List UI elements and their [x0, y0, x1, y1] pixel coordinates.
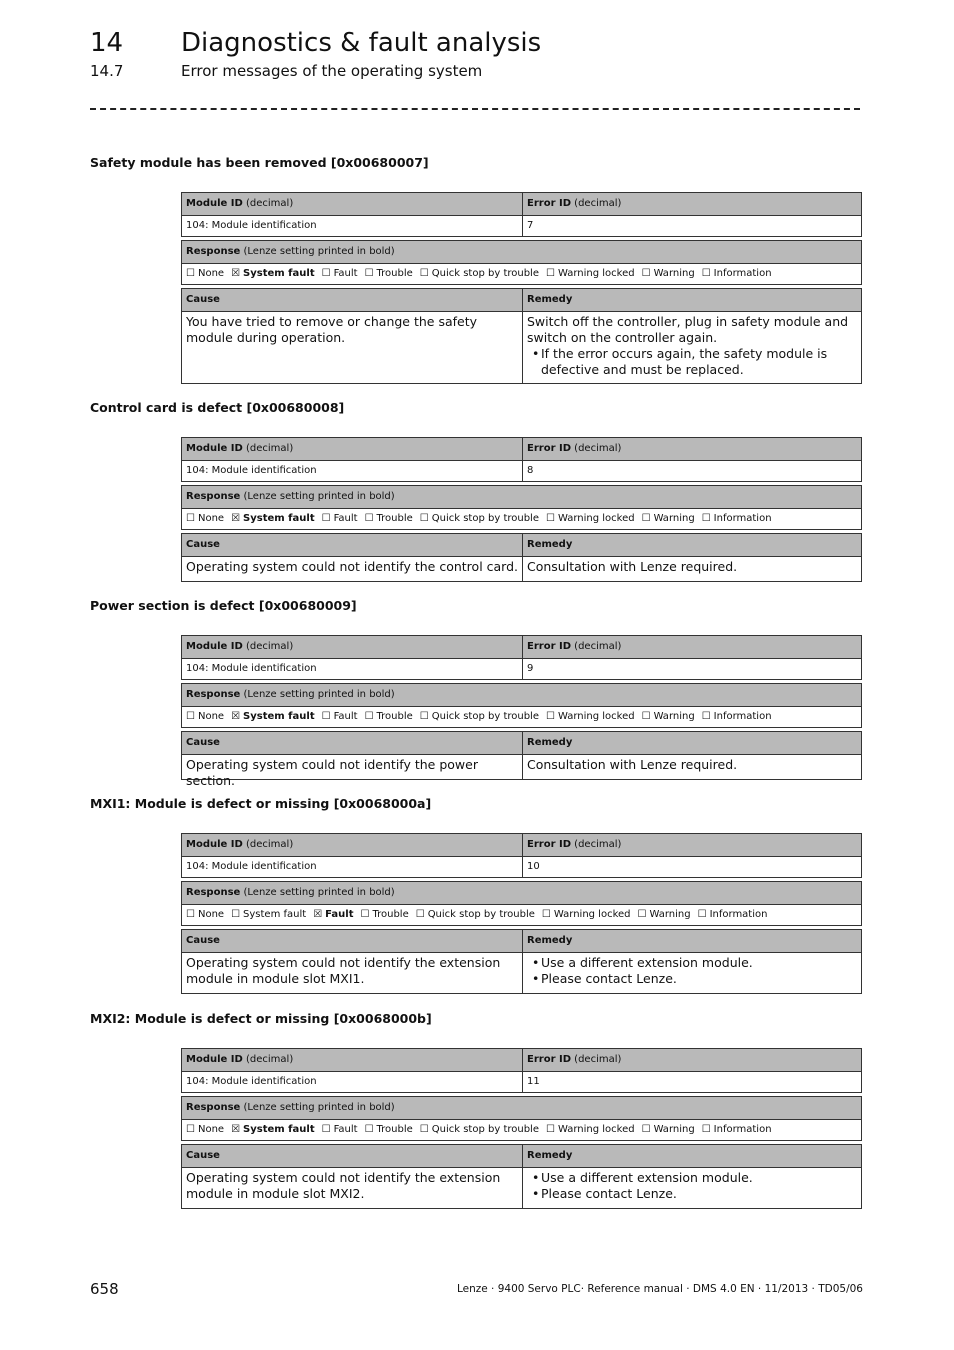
- cause-remedy-table: [181, 288, 862, 384]
- response-option-label: Warning locked: [557, 513, 635, 524]
- response-option-label: Fault: [325, 909, 354, 920]
- unchecked-box-icon: ☐: [637, 909, 647, 920]
- response-option-label: Information: [713, 711, 772, 722]
- remedy-header: Remedy: [527, 539, 573, 550]
- response-option-label: Quick stop by trouble: [431, 1124, 539, 1135]
- unchecked-box-icon: ☐: [364, 711, 374, 722]
- checked-box-icon: ☒: [231, 711, 241, 722]
- response-header: Response (Lenze setting printed in bold): [186, 887, 395, 898]
- response-option-label: Trouble: [376, 268, 413, 279]
- response-option: [642, 711, 695, 722]
- response-option-label: Information: [713, 513, 772, 524]
- response-option-label: Trouble: [376, 513, 413, 524]
- response-option-label: Information: [713, 268, 772, 279]
- response-option: [186, 513, 224, 524]
- response-option-label: Trouble: [376, 1124, 413, 1135]
- remedy-bullet: • Use a different extension module.: [541, 1170, 857, 1186]
- remedy-cell: [523, 557, 861, 581]
- error-title: MXI1: Module is defect or missing [0x0068000a]: [90, 796, 432, 811]
- response-option: [186, 1124, 224, 1135]
- response-option-label: Information: [713, 1124, 772, 1135]
- response-option-label: Quick stop by trouble: [427, 909, 535, 920]
- cause-text: Operating system could not identify the extension module in module slot MXI1.: [182, 953, 523, 993]
- id-table: [181, 635, 862, 680]
- response-option-label: Trouble: [372, 909, 409, 920]
- cause-remedy-table: [181, 1144, 862, 1209]
- response-option: [231, 268, 315, 279]
- response-option: [365, 513, 413, 524]
- error-id-header: Error ID (decimal): [527, 1054, 622, 1065]
- response-option-label: Quick stop by trouble: [431, 711, 539, 722]
- response-option: [365, 711, 413, 722]
- response-option-label: Fault: [333, 711, 358, 722]
- response-option-label: System fault: [243, 1124, 315, 1135]
- error-section: [90, 400, 864, 574]
- response-option: [546, 513, 635, 524]
- footer-doc-info: Lenze · 9400 Servo PLC· Reference manual · DMS 4.0 EN · 11/2013 · TD05/06: [456, 1283, 863, 1295]
- remedy-bullet: • If the error occurs again, the safety module is defective and must be replaced.: [541, 346, 857, 378]
- response-option: [420, 513, 539, 524]
- id-table: [181, 1048, 862, 1093]
- response-option-label: Quick stop by trouble: [431, 513, 539, 524]
- error-section: [90, 598, 864, 788]
- cause-text: Operating system could not identify the power section.: [182, 755, 523, 779]
- section-number: 14.7: [90, 62, 124, 80]
- response-option-label: System fault: [243, 909, 307, 920]
- response-option-label: None: [197, 513, 225, 524]
- unchecked-box-icon: ☐: [321, 1124, 331, 1135]
- response-option-label: Warning: [653, 513, 695, 524]
- unchecked-box-icon: ☐: [419, 513, 429, 524]
- response-options: [182, 1120, 861, 1140]
- response-option-label: Warning: [653, 1124, 695, 1135]
- unchecked-box-icon: ☐: [360, 909, 370, 920]
- module-id-header: Module ID (decimal): [182, 636, 523, 658]
- response-option: [186, 268, 224, 279]
- response-option-label: Fault: [333, 1124, 358, 1135]
- error-id-header: Error ID (decimal): [527, 641, 622, 652]
- remedy-header: Remedy: [527, 1150, 573, 1161]
- response-option: [322, 268, 358, 279]
- unchecked-box-icon: ☐: [186, 513, 195, 524]
- module-id-header: Module ID (decimal): [182, 438, 523, 460]
- unchecked-box-icon: ☐: [546, 513, 555, 524]
- response-option-label: System fault: [243, 513, 315, 524]
- response-option: [702, 711, 772, 722]
- response-option: [365, 268, 413, 279]
- error-id-value: 10: [527, 861, 540, 872]
- error-id-header: Error ID (decimal): [527, 443, 622, 454]
- response-option-label: Warning locked: [557, 1124, 635, 1135]
- unchecked-box-icon: ☐: [546, 1124, 555, 1135]
- remedy-bullet: • Please contact Lenze.: [541, 1186, 857, 1202]
- response-option: [186, 909, 224, 920]
- response-option-label: Quick stop by trouble: [431, 268, 539, 279]
- response-option: [322, 711, 358, 722]
- unchecked-box-icon: ☐: [415, 909, 425, 920]
- error-section: [90, 796, 864, 986]
- module-id-header: Module ID (decimal): [182, 834, 523, 856]
- response-table: [181, 683, 862, 728]
- response-header: Response (Lenze setting printed in bold): [186, 689, 395, 700]
- cause-text: You have tried to remove or change the safety module during operation.: [182, 312, 523, 383]
- response-header: Response (Lenze setting printed in bold): [186, 1102, 395, 1113]
- response-option-label: Warning locked: [557, 268, 635, 279]
- response-table: [181, 485, 862, 530]
- error-section: [90, 155, 864, 377]
- remedy-cell: [523, 1168, 861, 1208]
- cause-header: Cause: [182, 930, 523, 952]
- checked-box-icon: ☒: [313, 909, 323, 920]
- response-option: [702, 1124, 772, 1135]
- remedy-header: Remedy: [527, 737, 573, 748]
- cause-header: Cause: [182, 732, 523, 754]
- unchecked-box-icon: ☐: [641, 1124, 651, 1135]
- module-id-value: 104: Module identification: [182, 857, 523, 877]
- response-options: [182, 509, 861, 529]
- response-option-label: Warning: [653, 711, 695, 722]
- response-option: [416, 909, 535, 920]
- unchecked-box-icon: ☐: [186, 1124, 195, 1135]
- cause-header: Cause: [182, 1145, 523, 1167]
- id-table: [181, 437, 862, 482]
- id-table: [181, 192, 862, 237]
- response-option: [231, 1124, 315, 1135]
- response-option: [638, 909, 691, 920]
- response-table: [181, 1096, 862, 1141]
- remedy-cell: [523, 953, 861, 993]
- unchecked-box-icon: ☐: [364, 268, 374, 279]
- response-option: [546, 711, 635, 722]
- response-option-label: Fault: [333, 268, 358, 279]
- response-option: [546, 268, 635, 279]
- remedy-cell: [523, 312, 861, 383]
- error-section: [90, 1011, 864, 1201]
- response-option-label: Warning: [653, 268, 695, 279]
- response-option: [542, 909, 631, 920]
- remedy-text: Consultation with Lenze required.: [527, 559, 738, 574]
- chapter-title: Diagnostics & fault analysis: [181, 28, 542, 58]
- response-option: [231, 513, 315, 524]
- unchecked-box-icon: ☐: [419, 711, 429, 722]
- cause-header: Cause: [182, 289, 523, 311]
- response-table: [181, 881, 862, 926]
- module-id-value: 104: Module identification: [182, 216, 523, 236]
- response-option-label: Trouble: [376, 711, 413, 722]
- remedy-list: [527, 955, 857, 987]
- unchecked-box-icon: ☐: [641, 711, 651, 722]
- module-id-value: 104: Module identification: [182, 461, 523, 481]
- response-option: [186, 711, 224, 722]
- cause-text: Operating system could not identify the extension module in module slot MXI2.: [182, 1168, 523, 1208]
- response-option: [231, 909, 306, 920]
- id-table: [181, 833, 862, 878]
- response-option: [702, 268, 772, 279]
- unchecked-box-icon: ☐: [419, 268, 429, 279]
- unchecked-box-icon: ☐: [697, 909, 707, 920]
- unchecked-box-icon: ☐: [641, 513, 651, 524]
- error-id-header: Error ID (decimal): [527, 198, 622, 209]
- response-option: [642, 513, 695, 524]
- module-id-header: Module ID (decimal): [182, 193, 523, 215]
- response-option-label: Warning: [649, 909, 691, 920]
- response-options: [182, 905, 861, 925]
- unchecked-box-icon: ☐: [364, 513, 374, 524]
- remedy-text: Switch off the controller, plug in safety module and switch on the controller again.: [527, 314, 849, 345]
- error-id-value: 9: [527, 663, 534, 674]
- checked-box-icon: ☒: [231, 513, 241, 524]
- chapter-number: 14: [90, 28, 124, 58]
- error-id-header: Error ID (decimal): [527, 839, 622, 850]
- error-title: Power section is defect [0x00680009]: [90, 598, 357, 613]
- response-table: [181, 240, 862, 285]
- error-title: Control card is defect [0x00680008]: [90, 400, 345, 415]
- unchecked-box-icon: ☐: [364, 1124, 374, 1135]
- response-option: [642, 268, 695, 279]
- response-option: [698, 909, 768, 920]
- response-options: [182, 707, 861, 727]
- response-option: [365, 1124, 413, 1135]
- cause-header: Cause: [182, 534, 523, 556]
- module-id-value: 104: Module identification: [182, 659, 523, 679]
- unchecked-box-icon: ☐: [321, 513, 331, 524]
- response-option-label: None: [197, 268, 225, 279]
- response-option: [420, 268, 539, 279]
- remedy-bullet: • Please contact Lenze.: [541, 971, 857, 987]
- remedy-list: [527, 346, 857, 378]
- response-option: [546, 1124, 635, 1135]
- response-option: [360, 909, 408, 920]
- response-option-label: None: [197, 711, 225, 722]
- section-title: Error messages of the operating system: [181, 62, 483, 80]
- remedy-cell: [523, 755, 861, 779]
- checked-box-icon: ☒: [231, 268, 241, 279]
- response-option-label: System fault: [243, 268, 315, 279]
- response-header: Response (Lenze setting printed in bold): [186, 491, 395, 502]
- remedy-header: Remedy: [527, 935, 573, 946]
- module-id-header: Module ID (decimal): [182, 1049, 523, 1071]
- remedy-text: Consultation with Lenze required.: [527, 757, 738, 772]
- unchecked-box-icon: ☐: [701, 1124, 711, 1135]
- unchecked-box-icon: ☐: [641, 268, 651, 279]
- error-title: Safety module has been removed [0x00680007]: [90, 155, 429, 170]
- response-option: [702, 513, 772, 524]
- response-options: [182, 264, 861, 284]
- module-id-value: 104: Module identification: [182, 1072, 523, 1092]
- remedy-header: Remedy: [527, 294, 573, 305]
- response-option: [322, 513, 358, 524]
- response-option-label: Fault: [333, 513, 358, 524]
- unchecked-box-icon: ☐: [701, 268, 711, 279]
- unchecked-box-icon: ☐: [186, 268, 195, 279]
- unchecked-box-icon: ☐: [419, 1124, 429, 1135]
- error-id-value: 11: [527, 1076, 540, 1087]
- cause-text: Operating system could not identify the control card.: [182, 557, 523, 581]
- response-option: [642, 1124, 695, 1135]
- unchecked-box-icon: ☐: [541, 909, 551, 920]
- response-option: [420, 1124, 539, 1135]
- unchecked-box-icon: ☐: [546, 711, 555, 722]
- header-divider: [90, 108, 860, 110]
- response-option: [420, 711, 539, 722]
- cause-remedy-table: [181, 731, 862, 788]
- cause-remedy-table: [181, 929, 862, 994]
- response-option: [231, 711, 315, 722]
- response-option-label: Warning locked: [557, 711, 635, 722]
- response-header: Response (Lenze setting printed in bold): [186, 246, 395, 257]
- response-option-label: None: [197, 909, 225, 920]
- unchecked-box-icon: ☐: [231, 909, 241, 920]
- remedy-list: [527, 1170, 857, 1202]
- page-number: 658: [90, 1280, 119, 1298]
- response-option-label: Warning locked: [553, 909, 631, 920]
- response-option-label: None: [197, 1124, 225, 1135]
- unchecked-box-icon: ☐: [186, 909, 195, 920]
- response-option: [313, 909, 353, 920]
- unchecked-box-icon: ☐: [186, 711, 195, 722]
- unchecked-box-icon: ☐: [321, 711, 331, 722]
- error-id-value: 7: [527, 220, 534, 231]
- response-option-label: Information: [709, 909, 768, 920]
- response-option: [322, 1124, 358, 1135]
- unchecked-box-icon: ☐: [321, 268, 331, 279]
- remedy-bullet: • Use a different extension module.: [541, 955, 857, 971]
- error-id-value: 8: [527, 465, 534, 476]
- cause-remedy-table: [181, 533, 862, 582]
- unchecked-box-icon: ☐: [701, 711, 711, 722]
- error-title: MXI2: Module is defect or missing [0x0068000b]: [90, 1011, 432, 1026]
- unchecked-box-icon: ☐: [701, 513, 711, 524]
- unchecked-box-icon: ☐: [546, 268, 555, 279]
- response-option-label: System fault: [243, 711, 315, 722]
- checked-box-icon: ☒: [231, 1124, 241, 1135]
